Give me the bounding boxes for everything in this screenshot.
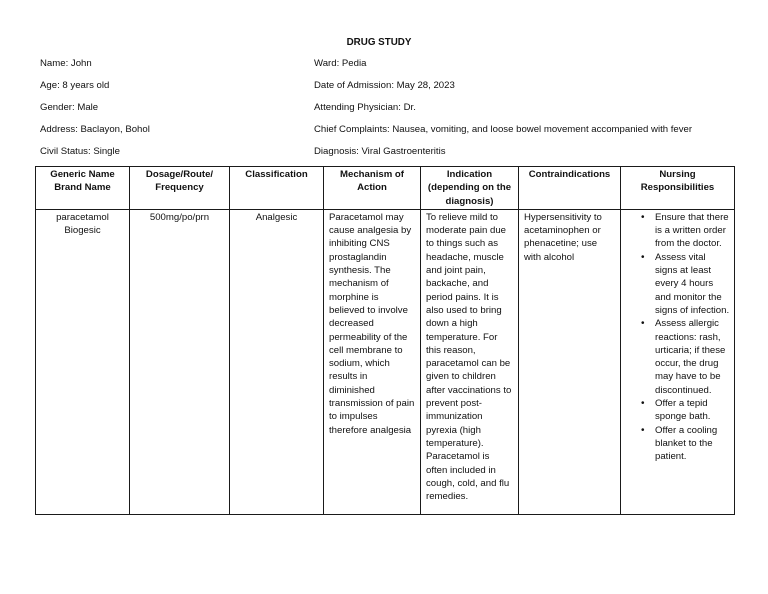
header-text: Dosage/Route/ (145, 169, 214, 180)
header-text: Mechanism of (340, 169, 404, 180)
patient-age: Age: 8 years old (40, 80, 110, 91)
generic-name: paracetamol (56, 211, 109, 223)
attending-physician: Attending Physician: Dr. (314, 102, 416, 113)
cell-nursing (621, 209, 735, 514)
cell-contraindications: Hypersensitivity to acetaminophen or phenacetine; use with alcohol (519, 209, 621, 514)
header-text: Brand Name (54, 182, 111, 194)
header-text: Classification (245, 169, 308, 180)
list-item: • Offer a tepid sponge bath. (621, 397, 730, 424)
list-item: • Offer a cooling blanket to the patient. (621, 424, 730, 464)
drug-study-table (35, 166, 735, 515)
table-header-row (36, 167, 735, 210)
patient-name: Name: John (40, 58, 92, 69)
header-generic-brand-name (36, 167, 130, 210)
diagnosis: Diagnosis: Viral Gastroenteritis (314, 146, 446, 157)
header-text: diagnosis) (445, 195, 494, 207)
document-title: DRUG STUDY (346, 37, 412, 48)
header-mechanism (324, 167, 421, 210)
nursing-list (621, 211, 730, 464)
cell-drug-name (36, 209, 130, 514)
header-text: Contraindications (528, 169, 611, 180)
patient-gender: Gender: Male (40, 102, 99, 113)
header-text: (depending on the (427, 182, 512, 194)
chief-complaints: Chief Complaints: Nausea, vomiting, and loose bowel movement accompanied with fever (314, 124, 693, 135)
cell-dosage: 500mg/po/prn (130, 209, 230, 514)
patient-ward: Ward: Pedia (314, 58, 367, 69)
header-text: Frequency (155, 182, 204, 194)
header-nursing-responsibilities (621, 167, 735, 210)
header-classification (230, 167, 324, 210)
cell-mechanism: Paracetamol may cause analgesia by inhibiting CNS prostaglandin synthesis. The mechanism of morphine is believed to involve decreased permeability of the cell membrane to sodium, which results in diminished transmission of pain to impulses therefore analgesia (324, 209, 421, 514)
header-text: Generic Name (50, 169, 115, 180)
cell-classification: Analgesic (230, 209, 324, 514)
cell-indication: To relieve mild to moderate pain due to things such as headache, muscle and joint pain, backache, and period pains. It is also used to bring down a high temperature. For this reason, paracetamol can be given to children after vaccinations to prevent post-immunization pyrexia (high temperature). Paracetamol is often included in cough, cold, and flu remedies. (421, 209, 519, 514)
brand-name: Biogesic (64, 225, 101, 237)
table-row (36, 209, 735, 514)
header-indication (421, 167, 519, 210)
header-contraindications (519, 167, 621, 210)
patient-address: Address: Baclayon, Bohol (40, 124, 150, 135)
list-item: • Assess vital signs at least every 4 hours and monitor the signs of infection. (621, 251, 730, 317)
header-text: Indication (446, 169, 493, 180)
list-item: • Assess allergic reactions: rash, urticaria; if these occur, the drug may have to be discontinued. (621, 317, 730, 397)
header-text: Nursing (659, 169, 696, 180)
admission-date: Date of Admission: May 28, 2023 (314, 80, 455, 91)
header-text: Responsibilities (640, 182, 715, 194)
header-dosage (130, 167, 230, 210)
patient-civil-status: Civil Status: Single (40, 146, 120, 157)
list-item: • Ensure that there is a written order from the doctor. (621, 211, 730, 251)
header-text: Action (357, 182, 387, 194)
